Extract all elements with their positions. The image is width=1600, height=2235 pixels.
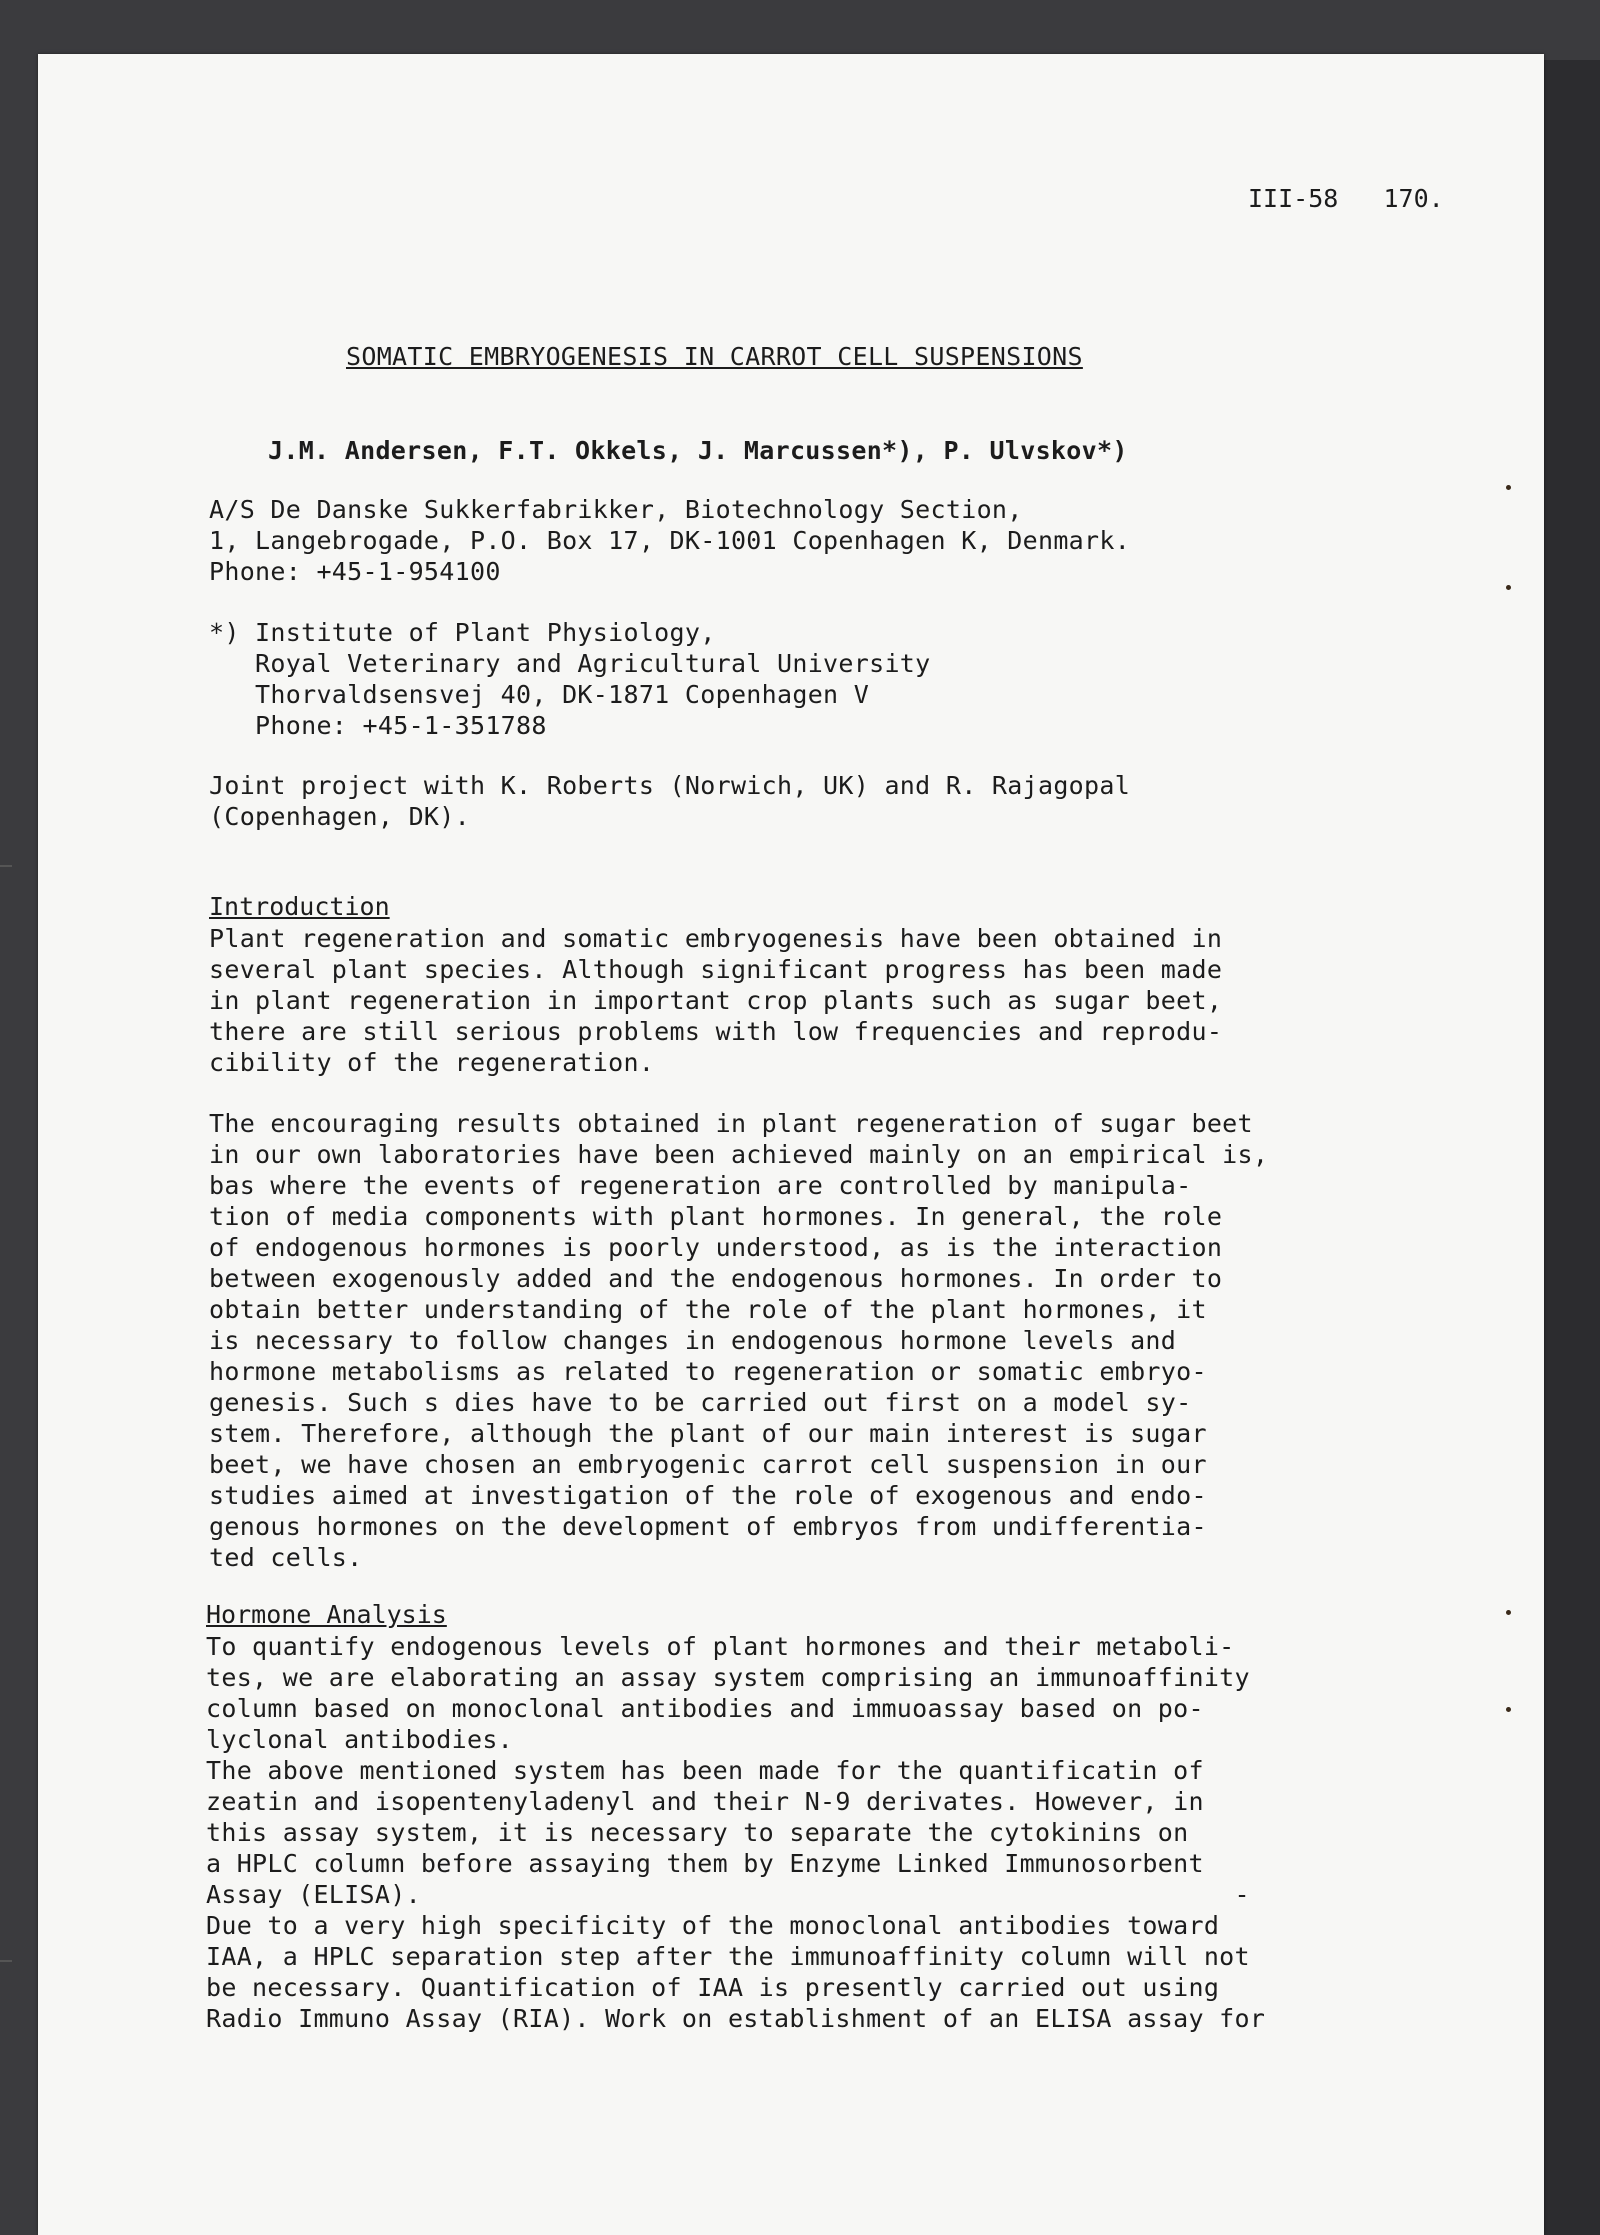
edge-mark [0,865,12,867]
text-line: in plant regeneration in important crop plants such as sugar beet, [209,986,1223,1015]
text-line: obtain better understanding of the role of the plant hormones, it [209,1295,1207,1324]
margin-dot [1506,1707,1511,1712]
edge-mark [0,1960,12,1962]
affiliation-line: A/S De Danske Sukkerfabrikker, Biotechnology Section, [209,495,1023,524]
hormone-analysis-heading: Hormone Analysis [206,1600,447,1629]
affiliation-line: Thorvaldsensvej 40, DK-1871 Copenhagen V [209,680,870,709]
text-line: The encouraging results obtained in plant regeneration of sugar beet [209,1109,1253,1138]
text-line: Radio Immuno Assay (RIA). Work on establishment of an ELISA assay for [206,2004,1266,2033]
text-line: (Copenhagen, DK). [209,802,470,831]
affiliation-line: *) Institute of Plant Physiology, [209,618,716,647]
text-line: lyclonal antibodies. [206,1725,514,1754]
text-line: hormone metabolisms as related to regeneration or somatic embryo- [209,1357,1207,1386]
text-line: between exogenously added and the endogenous hormones. In order to [209,1264,1223,1293]
affiliation-line: Royal Veterinary and Agricultural University [209,649,931,678]
text-line: stem. Therefore, although the plant of our main interest is sugar [209,1419,1207,1448]
text-line: studies aimed at investigation of the role of exogenous and endo- [209,1481,1207,1510]
author-list: J.M. Andersen, F.T. Okkels, J. Marcussen*), P. Ulvskov*) [268,436,1128,465]
page-number: III-58 170. [1248,184,1444,213]
page-edge-shadow [1544,60,1600,2235]
introduction-heading: Introduction [209,892,390,921]
affiliation-line: Phone: +45-1-954100 [209,557,501,586]
text-line: IAA, a HPLC separation step after the immunoaffinity column will not [206,1942,1250,1971]
text-line: Assay (ELISA). - [206,1880,1250,1909]
text-line: is necessary to follow changes in endogenous hormone levels and [209,1326,1177,1355]
text-line: cibility of the regeneration. [209,1048,655,1077]
document-title: SOMATIC EMBRYOGENESIS IN CARROT CELL SUSPENSIONS [346,342,1083,371]
text-line: To quantify endogenous levels of plant hormones and their metaboli- [206,1632,1235,1661]
text-line: there are still serious problems with low frequencies and reprodu- [209,1017,1223,1046]
text-line: genous hormones on the development of embryos from undifferentia- [209,1512,1207,1541]
text-line: be necessary. Quantification of IAA is presently carried out using [206,1973,1220,2002]
affiliation-line: Phone: +45-1-351788 [209,711,547,740]
text-line: in our own laboratories have been achieved mainly on an empirical is, [209,1140,1269,1169]
text-line: this assay system, it is necessary to separate the cytokinins on [206,1818,1189,1847]
margin-dot [1506,585,1511,590]
text-line: Due to a very high specificity of the monoclonal antibodies toward [206,1911,1220,1940]
text-line: column based on monoclonal antibodies and immuoassay based on po- [206,1694,1204,1723]
affiliation-line: 1, Langebrogade, P.O. Box 17, DK-1001 Copenhagen K, Denmark. [209,526,1131,555]
text-line: of endogenous hormones is poorly understood, as is the interaction [209,1233,1223,1262]
text-line: ted cells. [209,1543,363,1572]
text-line: tes, we are elaborating an assay system comprising an immunoaffinity [206,1663,1250,1692]
text-line: The above mentioned system has been made for the quantificatin of [206,1756,1204,1785]
text-line: zeatin and isopentenyladenyl and their N-9 derivates. However, in [206,1787,1204,1816]
margin-dot [1506,1610,1511,1615]
margin-dot [1506,485,1511,490]
text-line: several plant species. Although significant progress has been made [209,955,1223,984]
text-line: a HPLC column before assaying them by Enzyme Linked Immunosorbent [206,1849,1204,1878]
text-line: beet, we have chosen an embryogenic carrot cell suspension in our [209,1450,1207,1479]
text-line: bas where the events of regeneration are controlled by manipula- [209,1171,1192,1200]
text-line: genesis. Such s dies have to be carried out first on a model sy- [209,1388,1192,1417]
text-line: Plant regeneration and somatic embryogenesis have been obtained in [209,924,1223,953]
text-line: Joint project with K. Roberts (Norwich, UK) and R. Rajagopal [209,771,1131,800]
text-line: tion of media components with plant hormones. In general, the role [209,1202,1223,1231]
